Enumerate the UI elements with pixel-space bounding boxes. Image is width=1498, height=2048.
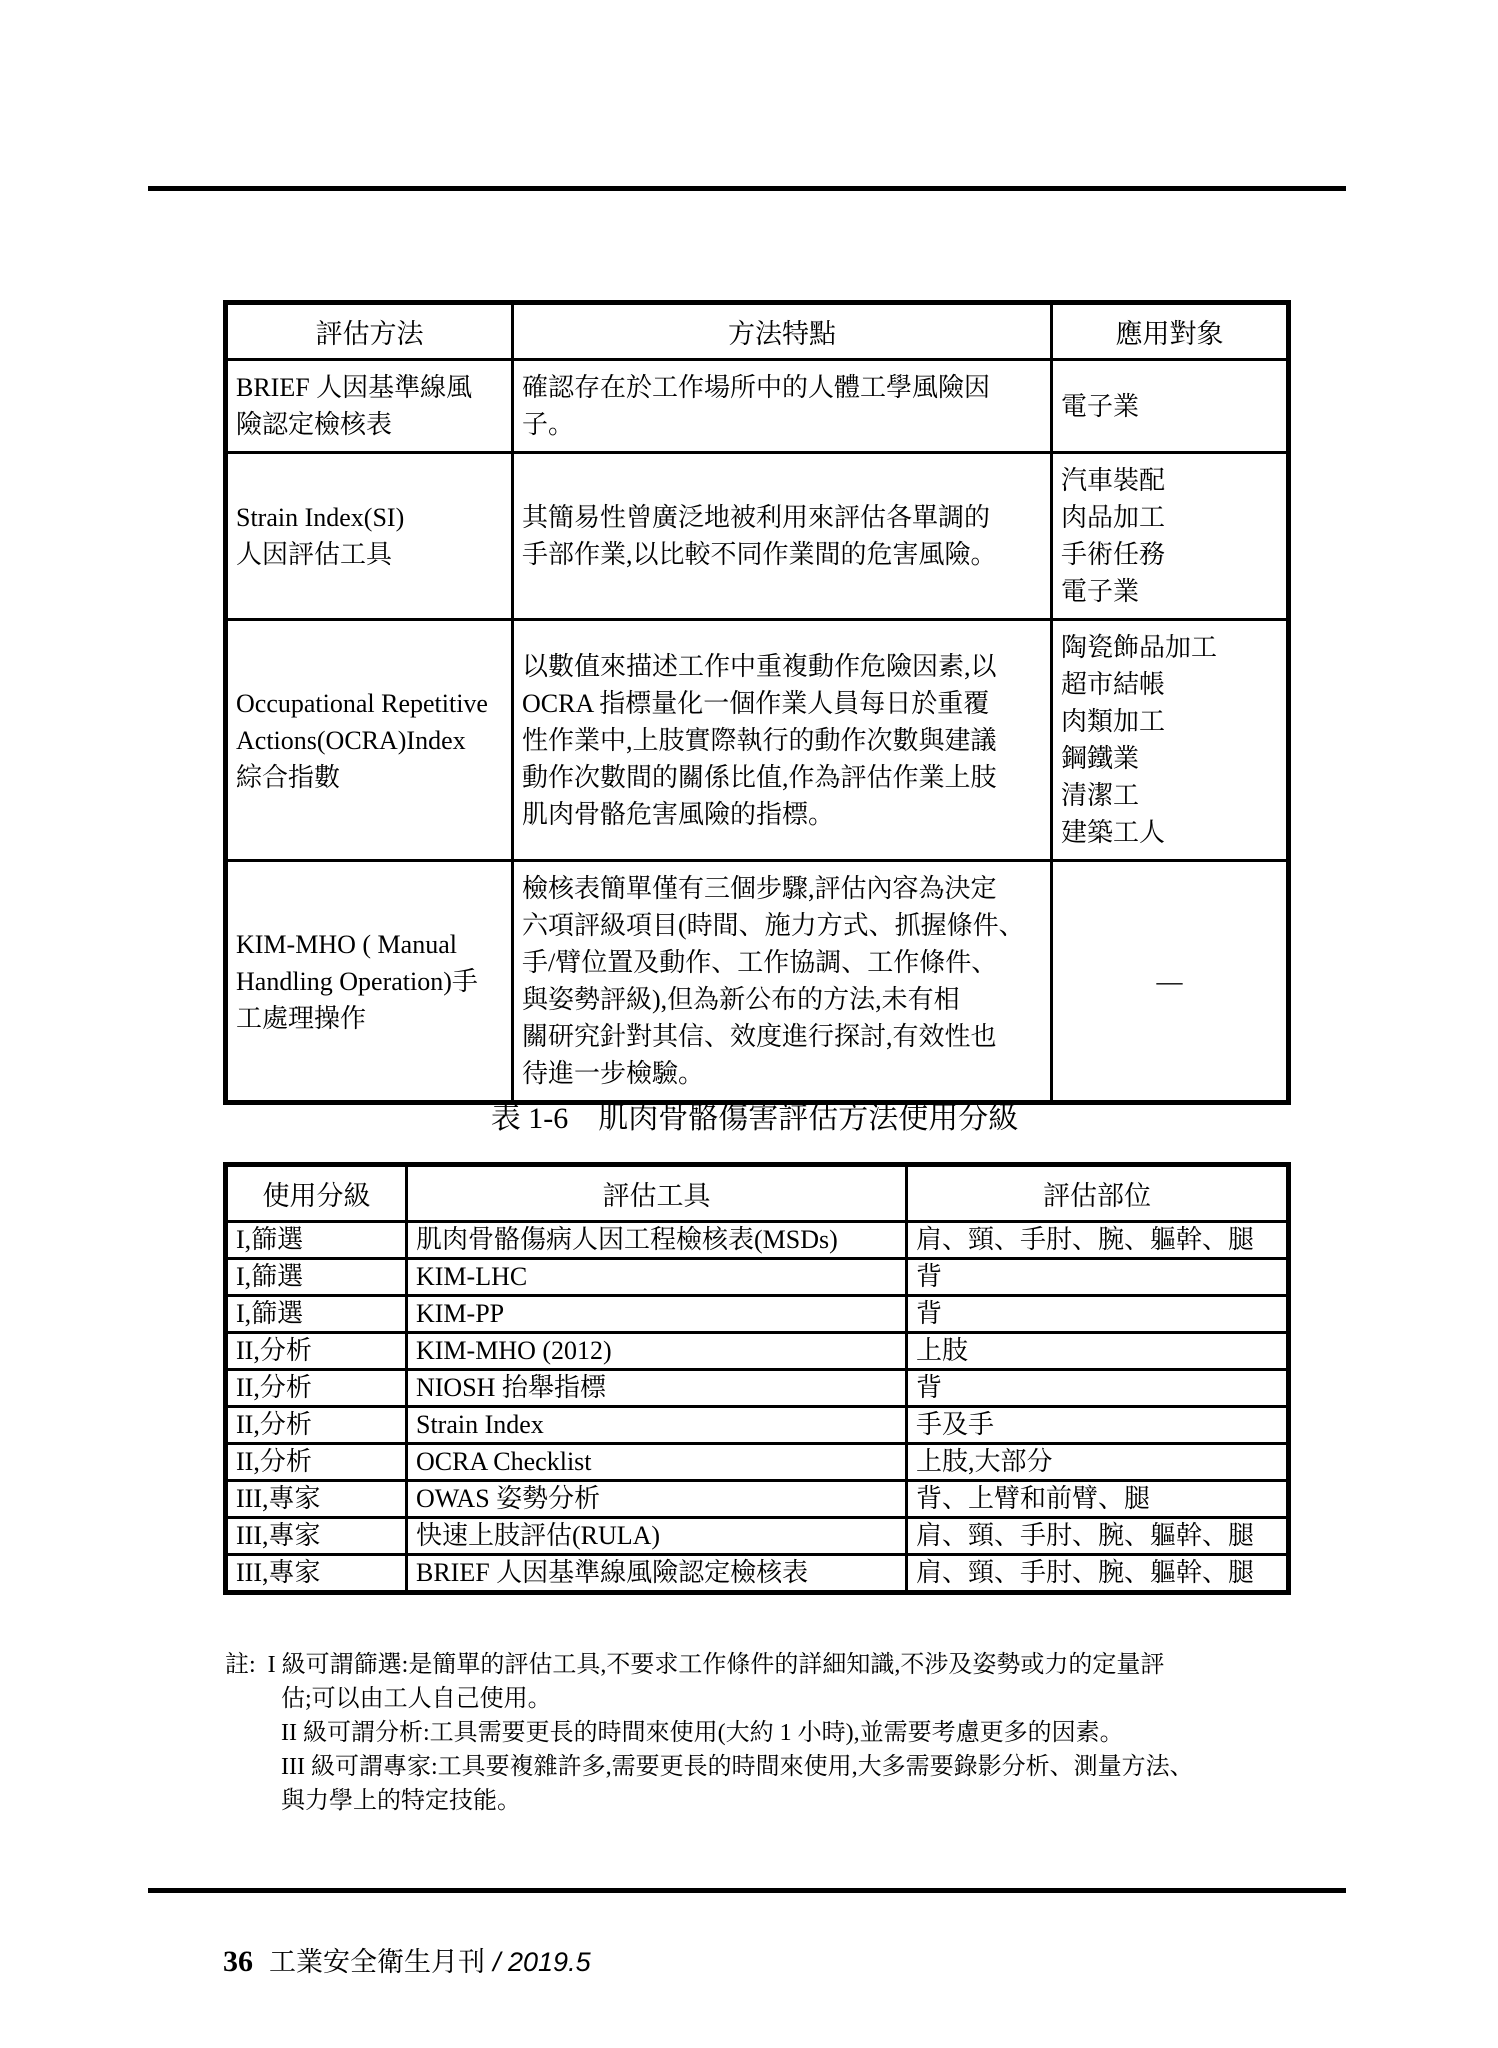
page-footer — [223, 1940, 591, 1979]
table-cell: Occupational Repetitive Actions(OCRA)Index 綜合指數 — [226, 620, 513, 861]
note-line: III 級可謂專家:工具要複雜許多,需要更長的時間來使用,大多需要錄影分析、測量方法、 — [281, 1754, 1194, 1780]
table-cell: I,篩選 — [226, 1222, 407, 1259]
usage-classification-table — [223, 1162, 1291, 1595]
column-header: 方法特點 — [513, 303, 1052, 360]
table-cell: 肩、頸、手肘、腕、軀幹、腿 — [907, 1555, 1289, 1593]
note-continuation — [225, 1682, 1320, 1818]
table-cell: 上肢 — [907, 1333, 1289, 1370]
table-row — [226, 620, 1289, 861]
note-line: II 級可謂分析:工具需要更長的時間來使用(大約 1 小時),並需要考慮更多的因素。 — [281, 1720, 1124, 1746]
table-cell: II,分析 — [226, 1407, 407, 1444]
table-row — [226, 360, 1289, 453]
table-row — [226, 1296, 1289, 1333]
table-caption — [223, 1093, 1286, 1137]
page-number: 36 — [223, 1945, 253, 1978]
table-cell: 汽車裝配 肉品加工 手術任務 電子業 — [1052, 453, 1289, 620]
table-cell: II,分析 — [226, 1370, 407, 1407]
table-cell: 以數值來描述工作中重複動作危險因素,以 OCRA 指標量化一個作業人員每日於重覆 性作業中,上肢實際執行的動作次數與建議 動作次數間的關係比值,作為評估作業上肢 肌肉骨骼危害風險的指標。 — [513, 620, 1052, 861]
table-cell: II,分析 — [226, 1444, 407, 1481]
table-row — [226, 1407, 1289, 1444]
note-line — [225, 1648, 1320, 1682]
top-rule — [148, 186, 1346, 191]
table-cell: — — [1052, 861, 1289, 1103]
table-cell: KIM-MHO ( Manual Handling Operation)手 工處理操作 — [226, 861, 513, 1103]
table-cell: 上肢,大部分 — [907, 1444, 1289, 1481]
table-row — [226, 1444, 1289, 1481]
table-cell: I,篩選 — [226, 1259, 407, 1296]
table-cell: III,專家 — [226, 1518, 407, 1555]
table-cell: 肩、頸、手肘、腕、軀幹、腿 — [907, 1222, 1289, 1259]
column-header: 使用分級 — [226, 1165, 407, 1222]
table-row — [226, 1555, 1289, 1593]
table-row — [226, 1370, 1289, 1407]
table-cell: BRIEF 人因基準線風險認定檢核表 — [407, 1555, 907, 1593]
note-line: 與力學上的特定技能。 — [281, 1788, 521, 1814]
bottom-rule — [148, 1888, 1346, 1893]
table-cell: 其簡易性曾廣泛地被利用來評估各單調的 手部作業,以比較不同作業間的危害風險。 — [513, 453, 1052, 620]
table-cell: Strain Index — [407, 1407, 907, 1444]
table-row — [226, 1333, 1289, 1370]
table-cell: KIM-PP — [407, 1296, 907, 1333]
column-header: 評估部位 — [907, 1165, 1289, 1222]
journal-title: 工業安全衛生月刊 — [269, 1947, 485, 1977]
table-cell: 手及手 — [907, 1407, 1289, 1444]
table-cell: OWAS 姿勢分析 — [407, 1481, 907, 1518]
table-cell: 快速上肢評估(RULA) — [407, 1518, 907, 1555]
table-cell: I,篩選 — [226, 1296, 407, 1333]
note-text: I 級可謂篩選:是簡單的評估工具,不要求工作條件的詳細知識,不涉及姿勢或力的定量評 — [267, 1652, 1165, 1678]
table-notes — [225, 1648, 1320, 1818]
table-cell: 陶瓷飾品加工 超市結帳 肉類加工 鋼鐵業 清潔工 建築工人 — [1052, 620, 1289, 861]
table-caption-number: 表 1-6 — [490, 1102, 569, 1135]
table-cell: III,專家 — [226, 1481, 407, 1518]
table-cell: BRIEF 人因基準線風 險認定檢核表 — [226, 360, 513, 453]
table-row — [226, 861, 1289, 1103]
issue-date: / 2019.5 — [493, 1947, 591, 1977]
table-cell: III,專家 — [226, 1555, 407, 1593]
note-line: 估;可以由工人自己使用。 — [281, 1686, 552, 1712]
column-header: 應用對象 — [1052, 303, 1289, 360]
column-header: 評估工具 — [407, 1165, 907, 1222]
table-header-row — [226, 1165, 1289, 1222]
column-header: 評估方法 — [226, 303, 513, 360]
note-prefix: 註: — [225, 1652, 256, 1678]
table-row — [226, 453, 1289, 620]
table-cell: 肩、頸、手肘、腕、軀幹、腿 — [907, 1518, 1289, 1555]
table-cell: NIOSH 抬舉指標 — [407, 1370, 907, 1407]
table-cell: 背 — [907, 1259, 1289, 1296]
table-cell: II,分析 — [226, 1333, 407, 1370]
table-cell: 檢核表簡單僅有三個步驟,評估內容為決定 六項評級項目(時間、施力方式、抓握條件、 手/臂位置及動作、工作協調、工作條件、 與姿勢評級),但為新公布的方法,未有相 關研究針對其信、效度進行探討,有效性也 待進一步檢驗。 — [513, 861, 1052, 1103]
table-row — [226, 1259, 1289, 1296]
table-cell: 背、上臂和前臂、腿 — [907, 1481, 1289, 1518]
table-cell: 背 — [907, 1296, 1289, 1333]
table-row — [226, 1518, 1289, 1555]
table-row — [226, 1222, 1289, 1259]
table-header-row — [226, 303, 1289, 360]
table-cell: 確認存在於工作場所中的人體工學風險因 子。 — [513, 360, 1052, 453]
assessment-methods-table — [223, 300, 1291, 1105]
table-cell: KIM-LHC — [407, 1259, 907, 1296]
table-cell: Strain Index(SI) 人因評估工具 — [226, 453, 513, 620]
table-row — [226, 1481, 1289, 1518]
table-cell: 背 — [907, 1370, 1289, 1407]
table-cell: KIM-MHO (2012) — [407, 1333, 907, 1370]
table-cell: 肌肉骨骼傷病人因工程檢核表(MSDs) — [407, 1222, 907, 1259]
table-cell: OCRA Checklist — [407, 1444, 907, 1481]
table-cell: 電子業 — [1052, 360, 1289, 453]
table-caption-text: 肌肉骨骼傷害評估方法使用分級 — [598, 1102, 1019, 1135]
